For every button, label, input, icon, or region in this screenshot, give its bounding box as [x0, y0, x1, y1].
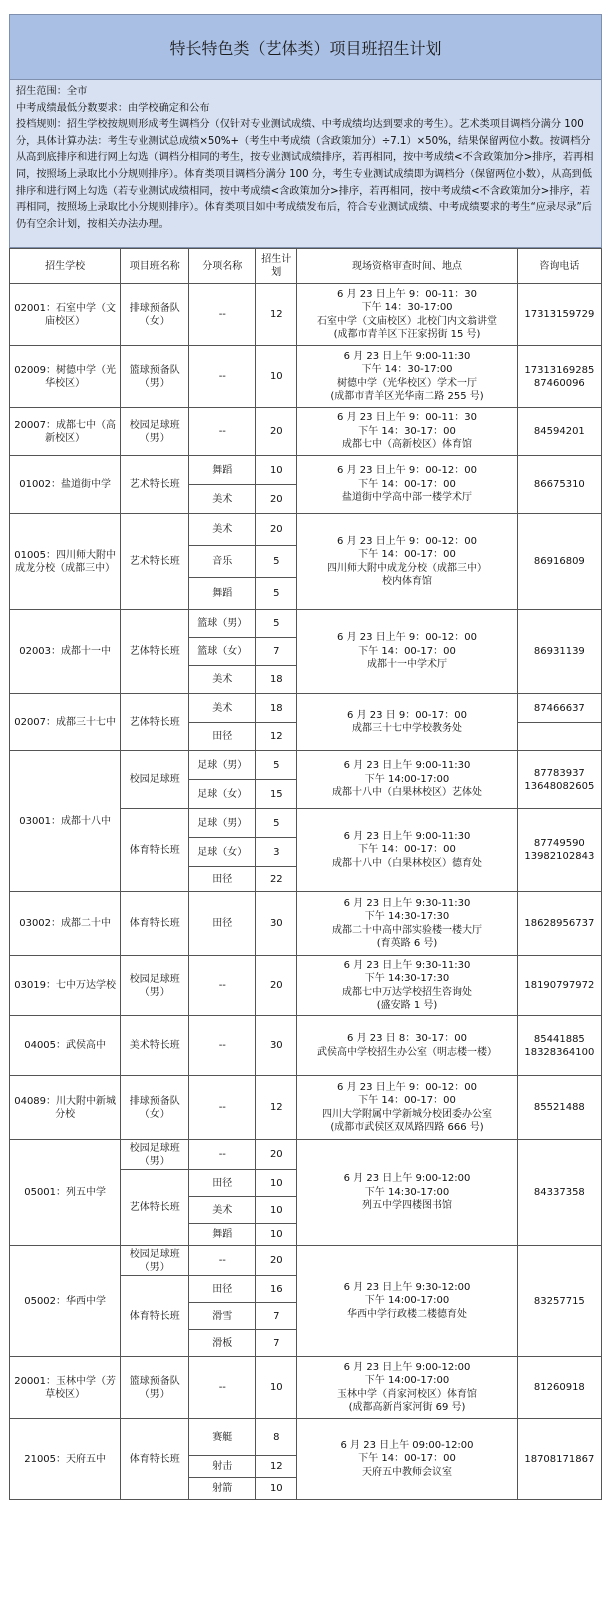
site-cell: 6 月 23 日上午 9：00-11：30 下午 14：30-17：00 成都七中（高新校区）体育馆 [297, 408, 517, 456]
project-cell: 艺术特长班 [121, 456, 189, 514]
sub-cell: -- [189, 1357, 256, 1419]
phone-cell: 17313159729 [517, 284, 601, 346]
phone-cell: 84337358 [517, 1140, 601, 1246]
sub-cell: -- [189, 408, 256, 456]
site-cell: 6 月 23 日上午 9:00-11:30 下午 14:00-17:00 成都十八中（白果林校区）艺体处 [297, 751, 517, 809]
school-cell: 01005：四川师大附中成龙分校（成都三中） [10, 514, 121, 610]
school-cell: 02003：成都十一中 [10, 610, 121, 694]
plan-cell: 30 [256, 1016, 297, 1076]
project-cell: 体育特长班 [121, 892, 189, 956]
header-project: 项目班名称 [121, 249, 189, 284]
header-phone: 咨询电话 [517, 249, 601, 284]
phone-cell: 85521488 [517, 1076, 601, 1140]
sub-cell: -- [189, 956, 256, 1016]
sub-cell: 滑板 [189, 1330, 256, 1357]
school-cell: 05002：华西中学 [10, 1246, 121, 1357]
school-cell: 04089：川大附中新城分校 [10, 1076, 121, 1140]
plan-cell: 10 [256, 1478, 297, 1500]
school-cell: 03001：成都十八中 [10, 751, 121, 892]
project-cell: 篮球预备队（男） [121, 1357, 189, 1419]
project-cell: 排球预备队（女） [121, 284, 189, 346]
plan-cell: 5 [256, 809, 297, 838]
plan-cell: 20 [256, 1246, 297, 1276]
phone-cell: 87466637 [517, 694, 601, 723]
enrollment-plan-table [9, 248, 602, 1500]
phone-cell: 17313169285 87460096 [517, 346, 601, 408]
phone-cell: 18190797972 [517, 956, 601, 1016]
plan-cell: 18 [256, 694, 297, 723]
site-cell: 6 月 23 日上午 9：00-12：00 下午 14：00-17：00 四川大学附属中学新城分校团委办公室 (成都市武侯区双凤路四路 666 号) [297, 1076, 517, 1140]
admission-rules: 投档规则：招生学校按规则形成考生调档分（仅针对专业测试成绩、中考成绩均达到要求的考生）。艺术类项目调档分满分 100 分，具体计算办法：考生专业测试总成绩×50%+（考生中考成绩（含政策加分）÷7.1）×50%，结果保留两位小数。按调档分从高到底排序和进行网上勾选（调档分相同的考生，按专业测试成绩排序，若再相同，按中考成绩<不含政策加分>排序，若再相同，按照场上录取比小分规则排序）。体育类项目调档分满分 100 分，考生专业测试成绩即为调档分（保留两位小数），从高到低排序和进行网上勾选（若专业测试成绩相同，按中考成绩<含政策加分>排序，若再相同，按中考成绩<不含政策加分>排序，若再相同，按照场上录取比小分规则排序）。体育类项目如中考成绩发布后，符合专业测试成绩、中考成绩要求的考生“应录尽录”后仍有空余计划，按相关办法办理。 [16, 119, 594, 230]
phone-cell: 85441885 18328364100 [517, 1016, 601, 1076]
phone-cell: 18628956737 [517, 892, 601, 956]
sub-cell: 美术 [189, 485, 256, 514]
sub-cell: 美术 [189, 694, 256, 723]
sub-cell: 田径 [189, 867, 256, 892]
site-cell: 6 月 23 日上午 9:30-12:00 下午 14:00-17:00 华西中学行政楼二楼德育处 [297, 1246, 517, 1357]
site-cell: 6 月 23 日上午 9:30-11:30 下午 14:30-17:30 成都七中万达学校招生咨询处 (盛安路 1 号) [297, 956, 517, 1016]
table-row [10, 1016, 602, 1076]
plan-cell: 20 [256, 514, 297, 546]
table-row [10, 610, 602, 638]
sub-cell: 足球（男） [189, 809, 256, 838]
sub-cell: -- [189, 284, 256, 346]
table-row [10, 346, 602, 408]
plan-cell: 10 [256, 456, 297, 485]
site-cell: 6 月 23 日 9：00-17：00 成都三十七中学校教务处 [297, 694, 517, 751]
plan-cell: 10 [256, 346, 297, 408]
school-cell: 02009：树德中学（光华校区） [10, 346, 121, 408]
table-row [10, 892, 602, 956]
table-row [10, 694, 602, 723]
plan-cell: 7 [256, 1330, 297, 1357]
plan-cell: 7 [256, 1303, 297, 1330]
plan-cell: 18 [256, 666, 297, 694]
sub-cell: 射击 [189, 1456, 256, 1478]
plan-cell: 3 [256, 838, 297, 867]
plan-cell: 5 [256, 546, 297, 578]
title-text: 特长特色类（艺体类）项目班招生计划 [169, 38, 442, 58]
school-cell: 01002：盐道街中学 [10, 456, 121, 514]
plan-cell: 10 [256, 1197, 297, 1224]
project-cell: 校园足球班（男） [121, 1246, 189, 1276]
plan-cell: 20 [256, 485, 297, 514]
table-row [10, 284, 602, 346]
school-cell: 02001：石室中学（文庙校区） [10, 284, 121, 346]
header-plan: 招生计划 [256, 249, 297, 284]
table-row [10, 1076, 602, 1140]
sub-cell: -- [189, 1016, 256, 1076]
school-cell: 05001：列五中学 [10, 1140, 121, 1246]
table-row [10, 514, 602, 546]
plan-cell: 8 [256, 1419, 297, 1456]
project-cell: 艺体特长班 [121, 1170, 189, 1246]
plan-cell: 10 [256, 1357, 297, 1419]
phone-cell: 86675310 [517, 456, 601, 514]
project-cell: 艺体特长班 [121, 610, 189, 694]
sub-cell: 舞蹈 [189, 456, 256, 485]
sub-cell: 足球（女） [189, 780, 256, 809]
sub-cell: 滑雪 [189, 1303, 256, 1330]
plan-cell: 20 [256, 956, 297, 1016]
table-row [10, 1140, 602, 1170]
document-title [9, 14, 602, 80]
school-cell: 03002：成都二十中 [10, 892, 121, 956]
project-cell: 校园足球班 [121, 751, 189, 809]
project-cell: 校园足球班（男） [121, 956, 189, 1016]
table-row [10, 1246, 602, 1276]
sub-cell: 舞蹈 [189, 1224, 256, 1246]
table-row [10, 956, 602, 1016]
admission-scope: 招生范围：全市 [16, 86, 88, 97]
plan-cell: 20 [256, 408, 297, 456]
sub-cell: 篮球（男） [189, 610, 256, 638]
header-school: 招生学校 [10, 249, 121, 284]
header-site: 现场资格审查时间、地点 [297, 249, 517, 284]
school-cell: 02007：成都三十七中 [10, 694, 121, 751]
sub-cell: 田径 [189, 892, 256, 956]
phone-cell: 83257715 [517, 1246, 601, 1357]
project-cell: 美术特长班 [121, 1016, 189, 1076]
sub-cell: 射箭 [189, 1478, 256, 1500]
phone-cell: 86916809 [517, 514, 601, 610]
plan-cell: 5 [256, 610, 297, 638]
plan-cell: 12 [256, 1076, 297, 1140]
plan-cell: 7 [256, 638, 297, 666]
table-row [10, 1357, 602, 1419]
sub-cell: -- [189, 346, 256, 408]
school-cell: 20001：玉林中学（芳草校区） [10, 1357, 121, 1419]
plan-cell: 12 [256, 723, 297, 751]
sub-cell: 赛艇 [189, 1419, 256, 1456]
plan-cell: 10 [256, 1170, 297, 1197]
plan-cell: 10 [256, 1224, 297, 1246]
table-row [10, 751, 602, 780]
table-header-row [10, 249, 602, 284]
project-cell: 体育特长班 [121, 1419, 189, 1500]
site-cell: 6 月 23 日上午 9：00-11：30 下午 14：30-17:00 石室中学（文庙校区）北校门内文翁讲堂 (成都市青羊区下汪家拐街 15 号) [297, 284, 517, 346]
site-cell: 6 月 23 日上午 9：00-12：00 下午 14：00-17：00 成都十一中学术厅 [297, 610, 517, 694]
project-cell: 艺术特长班 [121, 514, 189, 610]
plan-cell: 12 [256, 284, 297, 346]
project-cell: 排球预备队（女） [121, 1076, 189, 1140]
plan-cell: 15 [256, 780, 297, 809]
plan-cell: 16 [256, 1276, 297, 1303]
sub-cell: 美术 [189, 1197, 256, 1224]
plan-cell: 5 [256, 578, 297, 610]
phone-cell: 84594201 [517, 408, 601, 456]
project-cell: 体育特长班 [121, 809, 189, 892]
site-cell: 6 月 23 日 8：30-17：00 武侯高中学校招生办公室（明志楼一楼） [297, 1016, 517, 1076]
header-sub: 分项名称 [189, 249, 256, 284]
sub-cell: 篮球（女） [189, 638, 256, 666]
site-cell: 6 月 23 日上午 9：00-12：00 下午 14：00-17：00 四川师大附中成龙分校（成都三中） 校内体育馆 [297, 514, 517, 610]
table-row [10, 408, 602, 456]
page [9, 14, 602, 1500]
phone-cell: 81260918 [517, 1357, 601, 1419]
project-cell: 校园足球班（男） [121, 1140, 189, 1170]
plan-cell: 12 [256, 1456, 297, 1478]
site-cell: 6 月 23 日上午 9:00-12:00 下午 14:00-17:00 玉林中学（肖家河校区）体育馆 (成都高新肖家河街 69 号) [297, 1357, 517, 1419]
school-cell: 20007：成都七中（高新校区） [10, 408, 121, 456]
sub-cell: 音乐 [189, 546, 256, 578]
school-cell: 21005：天府五中 [10, 1419, 121, 1500]
phone-cell: 86931139 [517, 610, 601, 694]
sub-cell: 美术 [189, 666, 256, 694]
sub-cell: 田径 [189, 1170, 256, 1197]
project-cell: 篮球预备队（男） [121, 346, 189, 408]
plan-cell: 20 [256, 1140, 297, 1170]
sub-cell: 田径 [189, 1276, 256, 1303]
site-cell: 6 月 23 日上午 9:00-11:30 下午 14：30-17:00 树德中学（光华校区）学术一厅 (成都市青羊区光华南二路 255 号) [297, 346, 517, 408]
plan-cell: 22 [256, 867, 297, 892]
sub-cell: -- [189, 1076, 256, 1140]
plan-cell: 30 [256, 892, 297, 956]
project-cell: 校园足球班（男） [121, 408, 189, 456]
min-score-requirement: 中考成绩最低分数要求：由学校确定和公布 [16, 102, 210, 114]
sub-cell: 足球（男） [189, 751, 256, 780]
sub-cell: 田径 [189, 723, 256, 751]
sub-cell: 舞蹈 [189, 578, 256, 610]
plan-cell: 5 [256, 751, 297, 780]
site-cell: 6 月 23 日上午 9：00-12：00 下午 14：00-17：00 盐道街中学高中部一楼学术厅 [297, 456, 517, 514]
school-cell: 03019：七中万达学校 [10, 956, 121, 1016]
sub-cell: -- [189, 1140, 256, 1170]
table-row [10, 456, 602, 485]
intro-section [9, 80, 602, 248]
site-cell: 6 月 23 日上午 9:00-12:00 下午 14:30-17:00 列五中学四楼图书馆 [297, 1140, 517, 1246]
phone-cell-empty [517, 723, 601, 751]
sub-cell: -- [189, 1246, 256, 1276]
phone-cell: 18708171867 [517, 1419, 601, 1500]
phone-cell: 87749590 13982102843 [517, 809, 601, 892]
site-cell: 6 月 23 日上午 9:00-11:30 下午 14：00-17：00 成都十八中（白果林校区）德育处 [297, 809, 517, 892]
sub-cell: 美术 [189, 514, 256, 546]
project-cell: 体育特长班 [121, 1276, 189, 1357]
school-cell: 04005：武侯高中 [10, 1016, 121, 1076]
site-cell: 6 月 23 日上午 09:00-12:00 下午 14：00-17：00 天府五中教师会议室 [297, 1419, 517, 1500]
phone-cell: 87783937 13648082605 [517, 751, 601, 809]
site-cell: 6 月 23 日上午 9:30-11:30 下午 14:30-17:30 成都二十中高中部实验楼一楼大厅 (育英路 6 号) [297, 892, 517, 956]
project-cell: 艺体特长班 [121, 694, 189, 751]
sub-cell: 足球（女） [189, 838, 256, 867]
table-row [10, 1419, 602, 1456]
